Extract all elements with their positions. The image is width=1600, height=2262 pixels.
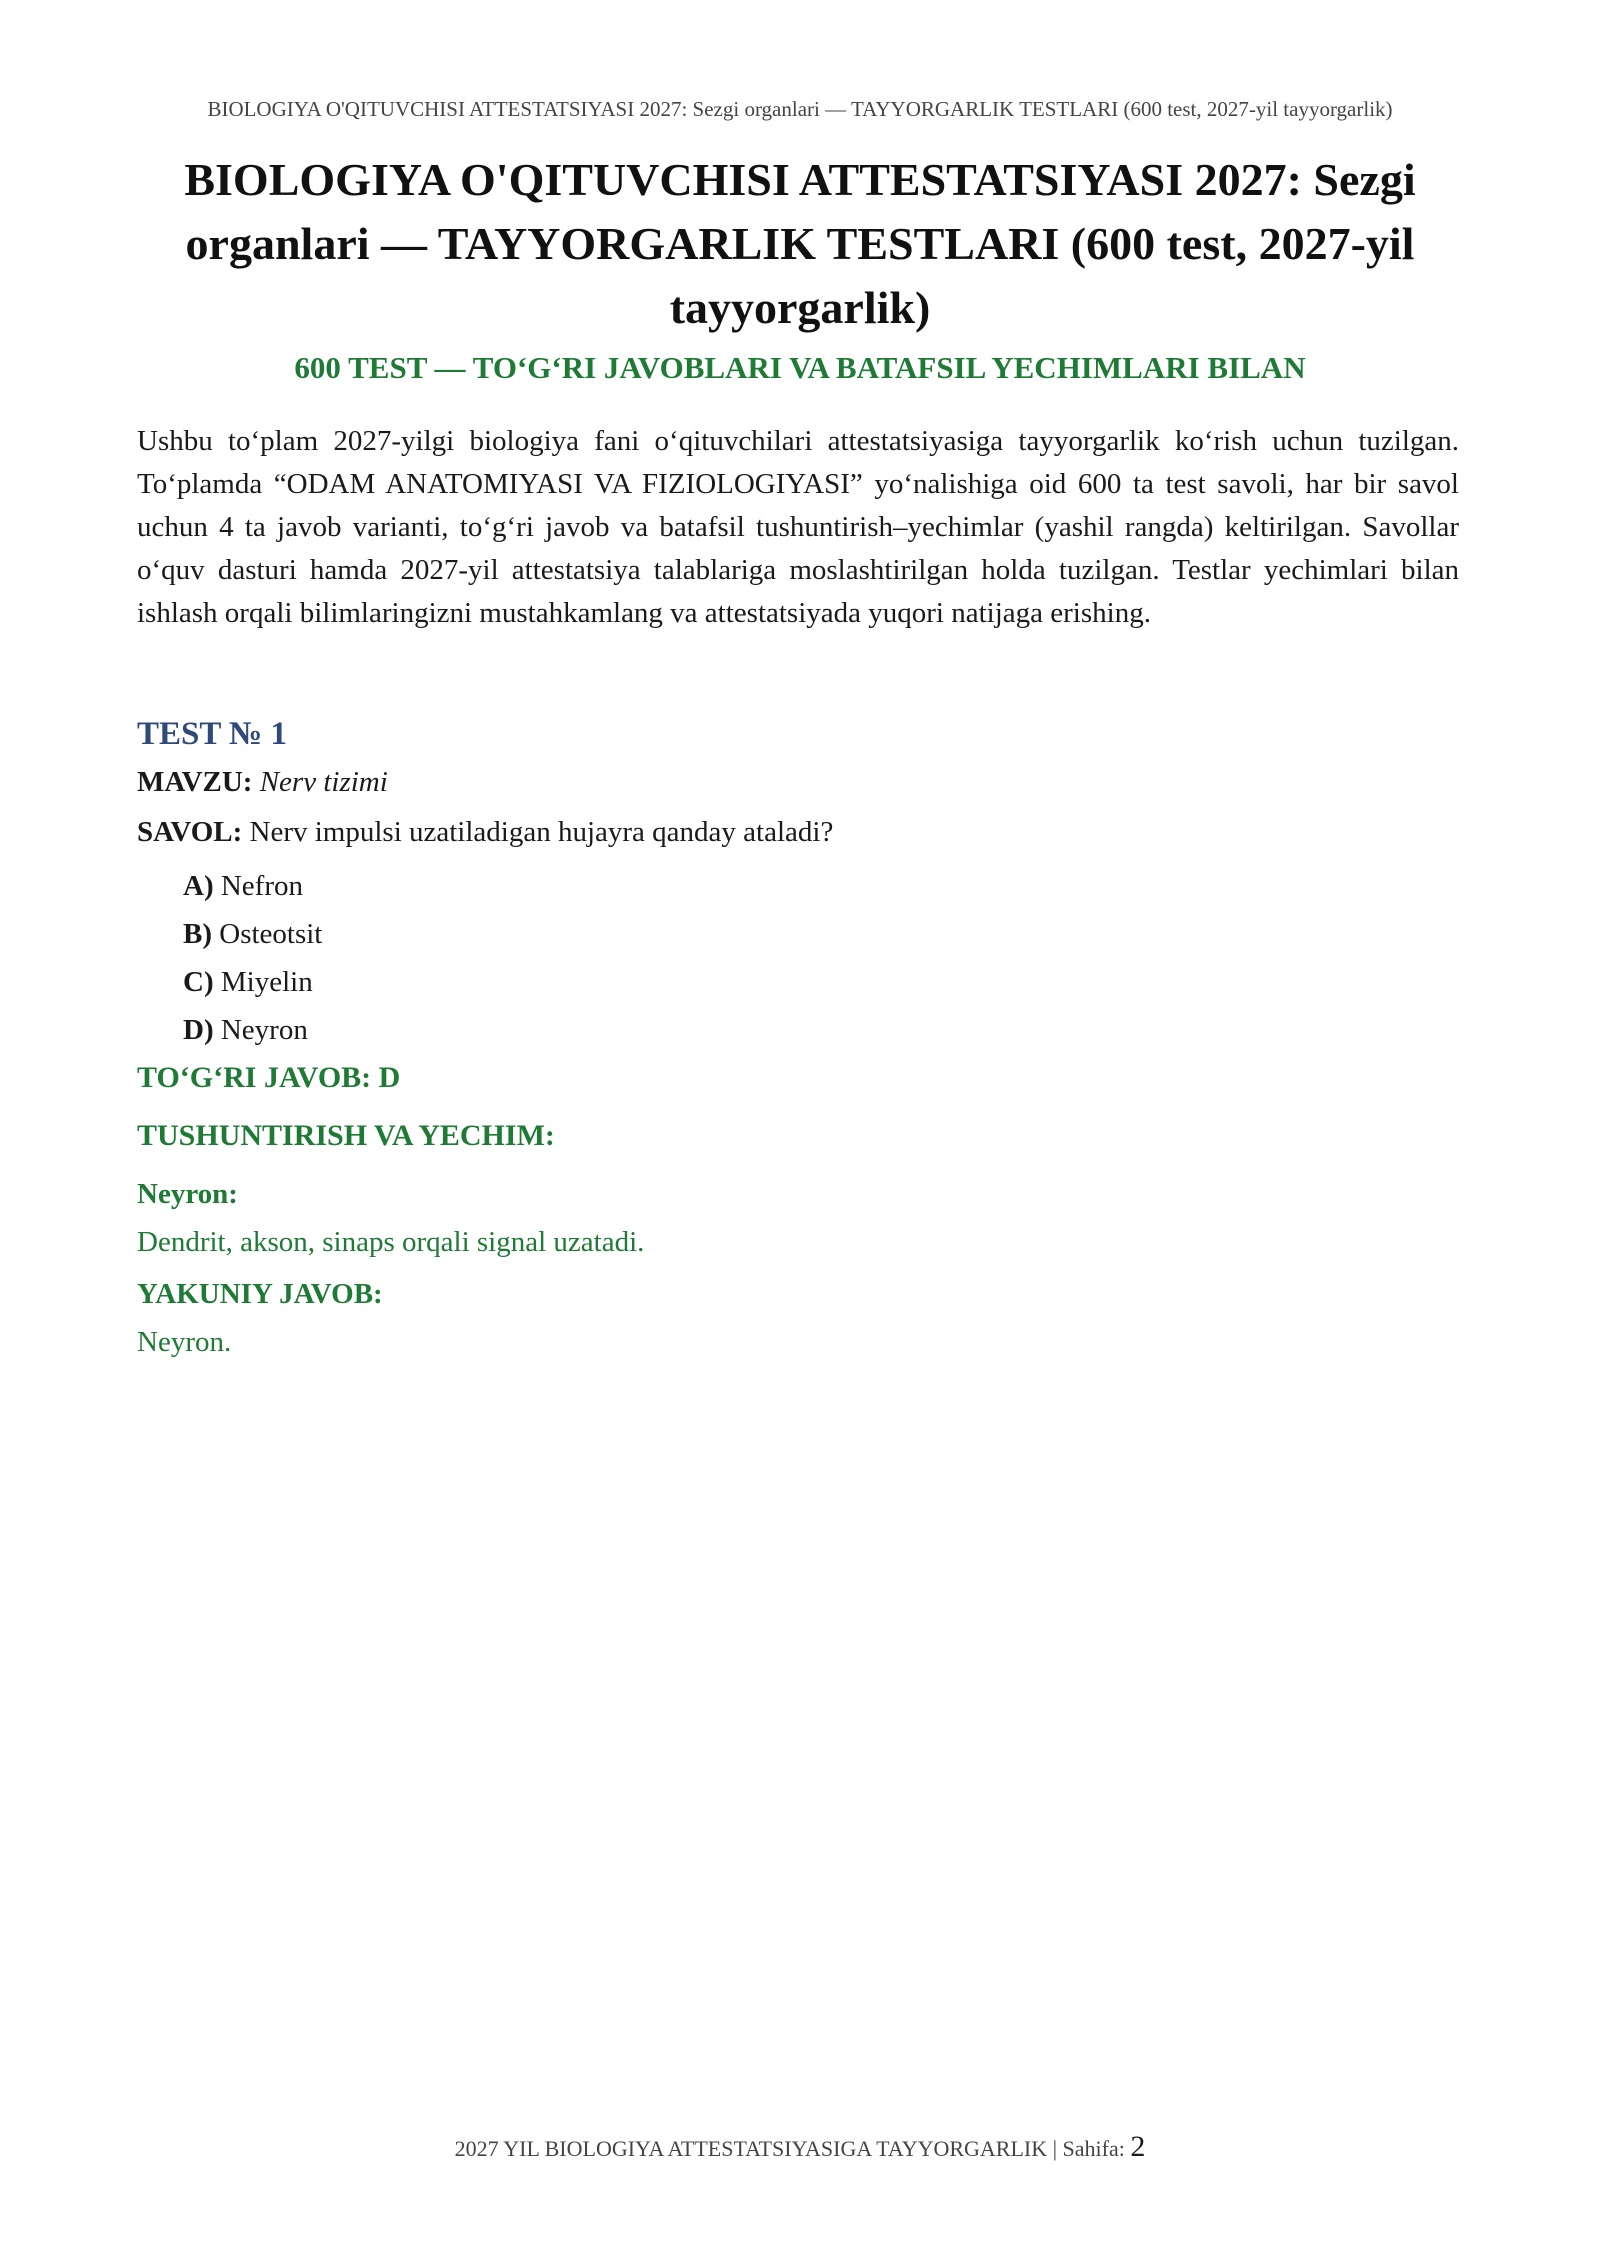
topic-value: Nerv tizimi [259, 766, 388, 798]
document-title: BIOLOGIYA O'QITUVCHISI ATTESTATSIYASI 2027: Sezgi organlari — TAYYORGARLIK TESTLARI (600 test, 2027-yil tayyorgarlik) [184, 154, 1416, 333]
footer-separator: | [1052, 2136, 1058, 2161]
answer-options [183, 862, 1459, 1054]
option-c [183, 958, 1459, 1006]
test-heading: TEST № 1 [137, 716, 287, 752]
option-letter: B) [183, 918, 212, 950]
question-label: SAVOL: [137, 816, 243, 848]
intro-paragraph: Ushbu to‘plam 2027-yilgi biologiya fani o‘qituvchilari attestatsiyasiga tayyorgarlik ko‘rish uchun tuzilgan. To‘plamda “ODAM ANATOMIYASI VA FIZIOLOGIYASI” yo‘nalishiga oid 600 ta test savoli, har bir savol uchun 4 ta javob varianti, to‘g‘ri javob va batafsil tushuntirish–yechimlar (yashil rangda) keltirilgan. Savollar o‘quv dasturi hamda 2027-yil attestatsiya talablariga moslashtirilgan holda tuzilgan. Testlar yechimlari bilan ishlash orqali bilimlaringizni mustahkamlang va attestatsiyada yuqori natijaga erishing. [137, 425, 1459, 629]
option-text: Nefron [220, 870, 303, 902]
option-letter: A) [183, 870, 214, 902]
explanation-term: Neyron: [137, 1178, 238, 1210]
document-subtitle: 600 TEST — TO‘G‘RI JAVOBLARI VA BATAFSIL YECHIMLARI BILAN [294, 350, 1306, 385]
option-letter: D) [183, 1014, 214, 1046]
option-a [183, 862, 1459, 910]
final-answer: Neyron. [137, 1326, 232, 1358]
option-text: Miyelin [220, 966, 313, 998]
option-text: Neyron [220, 1014, 308, 1046]
option-b [183, 910, 1459, 958]
final-answer-heading: YAKUNIY JAVOB: [137, 1278, 383, 1310]
running-footer [150, 2130, 1450, 2166]
test-block [137, 712, 1459, 1374]
page-label: Sahifa: [1062, 2136, 1125, 2161]
topic-label: MAVZU: [137, 766, 253, 798]
option-letter: C) [183, 966, 214, 998]
running-header: BIOLOGIYA O'QITUVCHISI ATTESTATSIYASI 2027: Sezgi organlari — TAYYORGARLIK TESTLARI (600 test, 2027-yil tayyorgarlik) [207, 97, 1393, 121]
option-d [183, 1006, 1459, 1054]
explanation-text: Dendrit, akson, sinaps orqali signal uzatadi. [137, 1226, 645, 1258]
question-text: Nerv impulsi uzatiladigan hujayra qanday ataladi? [249, 816, 834, 848]
footer-text: 2027 YIL BIOLOGIYA ATTESTATSIYASIGA TAYYORGARLIK [454, 2136, 1048, 2161]
question-line [137, 812, 1459, 852]
page-number: 2 [1130, 2130, 1146, 2163]
option-text: Osteotsit [219, 918, 323, 950]
correct-answer: TO‘G‘RI JAVOB: D [137, 1061, 401, 1094]
explanation-heading: TUSHUNTIRISH VA YECHIM: [137, 1119, 555, 1152]
topic-line [137, 762, 1459, 802]
